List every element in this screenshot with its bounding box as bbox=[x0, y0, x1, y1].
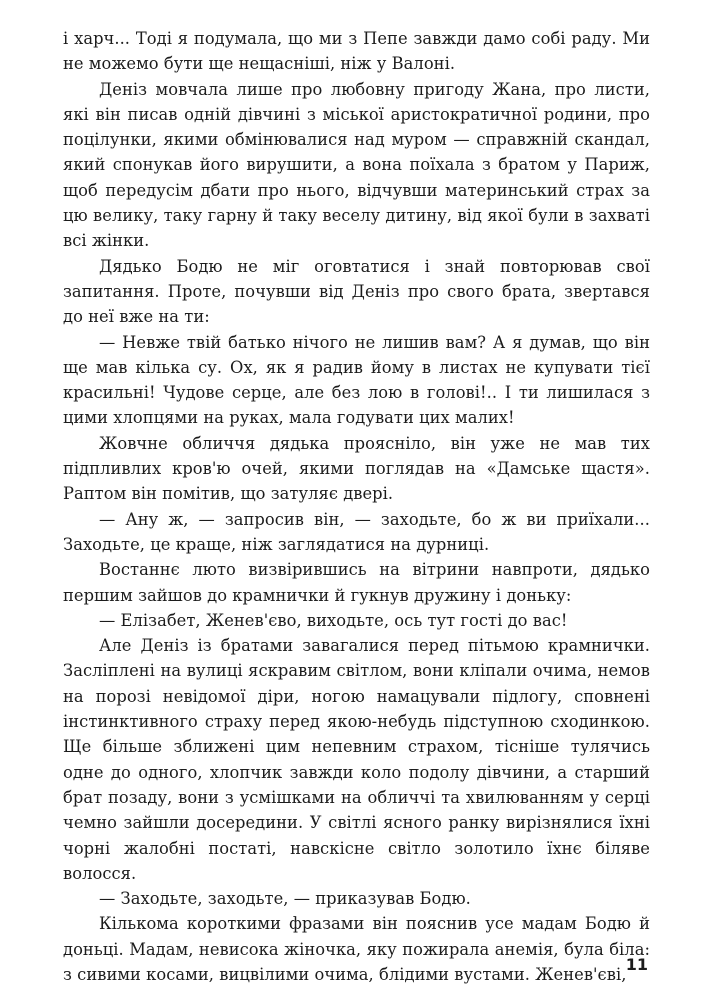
paragraph: Востаннє люто визвірившись на вітрини навпроти, дядько першим зайшов до крамнички й гукнув дружину і доньку: bbox=[63, 560, 650, 605]
paragraph: Дядько Бодю не міг оговтатися і знай повторював свої запитання. Проте, почувши від Деніз про свого брата, звертався до неї вже на ти: bbox=[63, 256, 650, 327]
paragraph: Жовчне обличчя дядька прояснілo, він уже не мав тих підпливлих кров'ю очей, якими поглядав на «Дамське щастя». Раптом він помітив, що затуляє двері. bbox=[63, 433, 650, 504]
paragraph: Але Деніз із братами завагалися перед пітьмою крамнички. Засліплені на вулиці яскравим світлом, вони кліпали очима, немов на порозі невідомої діри, ногою намацували підлогу, сповнені інстинктивного страху перед якою-небудь підступною сходинкою. Ще більше зближені цим непевним страхом, тісніше тулячись одне до одного, хлопчик завжди коло подолу дівчини, а старший брат позаду, вони з усмішками на обличчі та хвилюванням у серці чемно зайшли досередини. У світлі ясного ранку вирізнялися їхні чорні жалобні постаті, навскісне світло золотило їхнє біляве волосся. bbox=[63, 636, 650, 883]
paragraph: Кількома короткими фразами він пояснив усе мадам Бодю й доньці. Мадам, невисока жіночка, яку пожирала анемія, була біла: з сивими косами, вицвілими очима, блідими вустами. Женев'єві, bbox=[63, 914, 650, 984]
paragraph: Деніз мовчала лише про любовну пригоду Жана, про листи, які він писав одній дівчині з міської аристократичної родини, про поцілунки, якими обмінювалися над муром — справжній скандал, який спонукав його вирушити, а вона поїхала з братом у Париж, щоб передусім дбати про нього, відчувши материнський страх за цю велику, таку гарну й таку веселу дитину, від якої були в захваті всі жінки. bbox=[63, 79, 650, 251]
paragraph: — Невже твій батько нічого не лишив вам? А я думав, що він ще мав кілька су. Ох, як я радив йому в листах не купувати тієї красильні! Чудове серце, але без лою в голові!.. І ти лишилася з цими хлопцями на руках, мала годувати цих малих! bbox=[63, 332, 650, 428]
paragraph: — Елізабет, Женев'єво, виходьте, ось тут гості до вас! bbox=[99, 610, 568, 630]
document-page bbox=[63, 26, 650, 987]
paragraph: — Заходьте, заходьте, — приказував Бодю. bbox=[99, 889, 471, 909]
paragraph: і харч... Тоді я подумала, що ми з Пепе завжди дамо собі раду. Ми не можемо бути ще нещасніші, ніж у Валоні. bbox=[63, 29, 650, 74]
paragraph: — Ану ж, — запросив він, — заходьте, бо ж ви приїхали... Заходьте, це краще, ніж заглядатися на дурниці. bbox=[63, 509, 650, 554]
page-number: 11 bbox=[625, 955, 648, 974]
